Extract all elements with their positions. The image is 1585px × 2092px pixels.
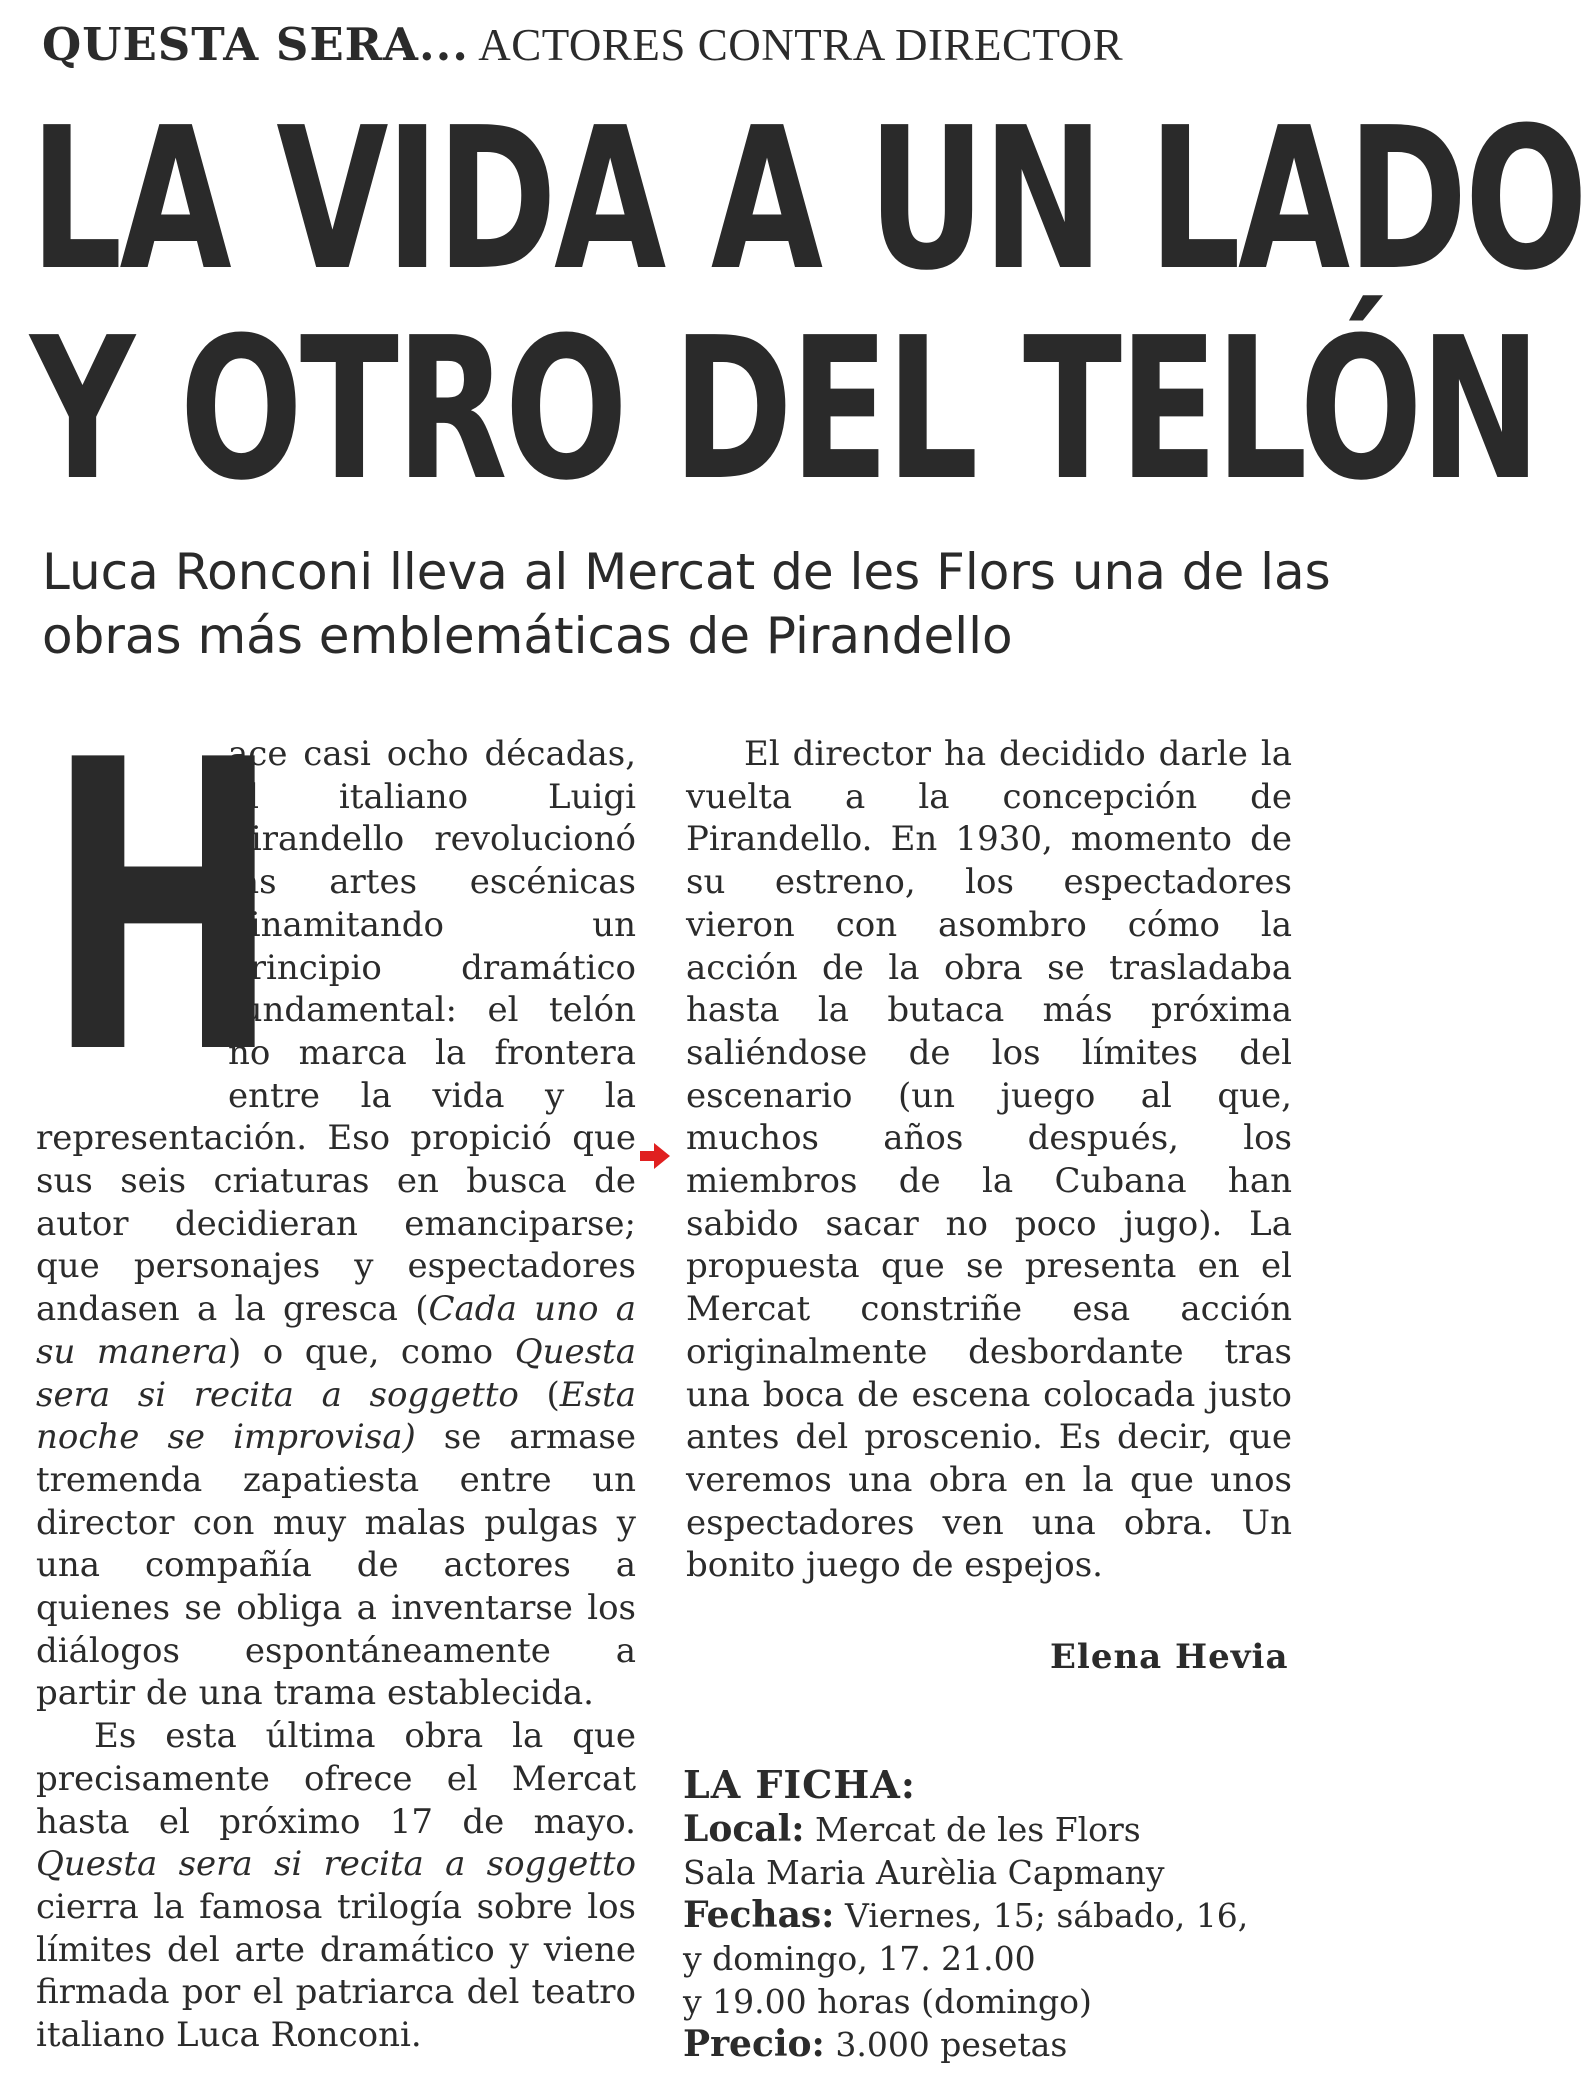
paragraph-2 — [36, 1715, 636, 2057]
paragraph-1-text: ( — [518, 1374, 560, 1415]
paragraph-1 — [36, 677, 636, 1715]
italic-title: Questa sera si recita a soggetto — [36, 1844, 636, 1885]
paragraph-1-text: se armase tremenda zapatiesta entre un director con muy malas pulgas y una compañía de actores a quienes se obliga a inventarse los diálogos espontáneamente a partir de una trama establecida. — [36, 1417, 636, 1714]
info-box — [683, 1763, 1303, 2066]
paragraph-1-text: ace casi ocho décadas, el italiano Luigi Pirandello revolucionó las artes escénicas dinamitando un principio dramático fundamental: el telón no marca la frontera entre la vida y la representación. Eso propició que sus seis criaturas en busca de autor decidieran emanciparse; que personajes y espectadores andasen a la gresca ( — [36, 734, 636, 1330]
subheadline: Luca Ronconi lleva al Mercat de les Flors una de las obras más emblemáticas de Pirandello — [42, 543, 1331, 665]
paragraph-3: El director ha decidido darle la vuelta a la concepción de Pirandello. En 1930, momento de su estreno, los espectadores vieron con asombro cómo la acción de la obra se trasladaba hasta la butaca más próxima saliéndose de los límites del escenario (un juego al que, muchos años después, los miembros de la Cubana han sabido sacar no poco jugo). La propuesta que se presenta en el Mercat constriñe esa acción originalmente desbordante tras una boca de escena colocada justo antes del proscenio. Es decir, que veremos una obra en la que unos espectadores ven una obra. Un bonito juego de espejos. — [686, 734, 1292, 1586]
paragraph-1-text: ) o que, como — [227, 1331, 515, 1372]
body-column-2 — [686, 733, 1292, 1587]
headline — [30, 86, 1585, 524]
info-fechas-2: y domingo, 17. 21.00 — [683, 1939, 1036, 1978]
kicker — [42, 18, 1123, 71]
kicker-bold: QUESTA SERA... — [42, 18, 469, 71]
info-value: Mercat de les Flors — [804, 1810, 1141, 1849]
info-value: Viernes, 15; sábado, 16, — [834, 1896, 1249, 1935]
drop-cap: H — [46, 677, 281, 1142]
info-fechas-3: y 19.00 horas (domingo) — [683, 1982, 1092, 2021]
headline-line-2: Y OTRO DEL TELÓN — [30, 296, 1539, 524]
info-label: Fechas: — [683, 1894, 835, 1936]
italic-title: Questa sera si recita a soggetto — [36, 1331, 636, 1415]
info-fechas — [683, 1894, 1303, 1937]
paragraph-2-text: cierra la famosa trilogía sobre los límites del arte dramático y viene firmada por el patriarca del teatro italiano Luca Ronconi. — [36, 1886, 636, 2056]
info-precio — [683, 2023, 1303, 2066]
info-label: Precio: — [683, 2023, 825, 2065]
byline: Elena Hevia — [1050, 1637, 1289, 1677]
body-column-1 — [36, 677, 636, 2057]
info-label: Local: — [683, 1808, 805, 1850]
headline-line-1: LA VIDA A UN LADO — [30, 86, 1585, 314]
info-local-2: Sala Maria Aurèlia Capmany — [683, 1853, 1165, 1892]
info-local — [683, 1808, 1303, 1851]
italic-title: Esta noche se improvisa) — [36, 1374, 636, 1458]
kicker-rest: ACTORES CONTRA DIRECTOR — [468, 20, 1124, 70]
italic-title: Cada uno a su manera — [36, 1289, 636, 1372]
info-value: 3.000 pesetas — [824, 2025, 1068, 2064]
info-box-title: LA FICHA: — [683, 1762, 916, 1807]
red-arrow-icon — [640, 1143, 670, 1169]
paragraph-2-text: Es esta última obra la que precisamente ofrece el Mercat hasta el próximo 17 de mayo. — [36, 1716, 636, 1842]
